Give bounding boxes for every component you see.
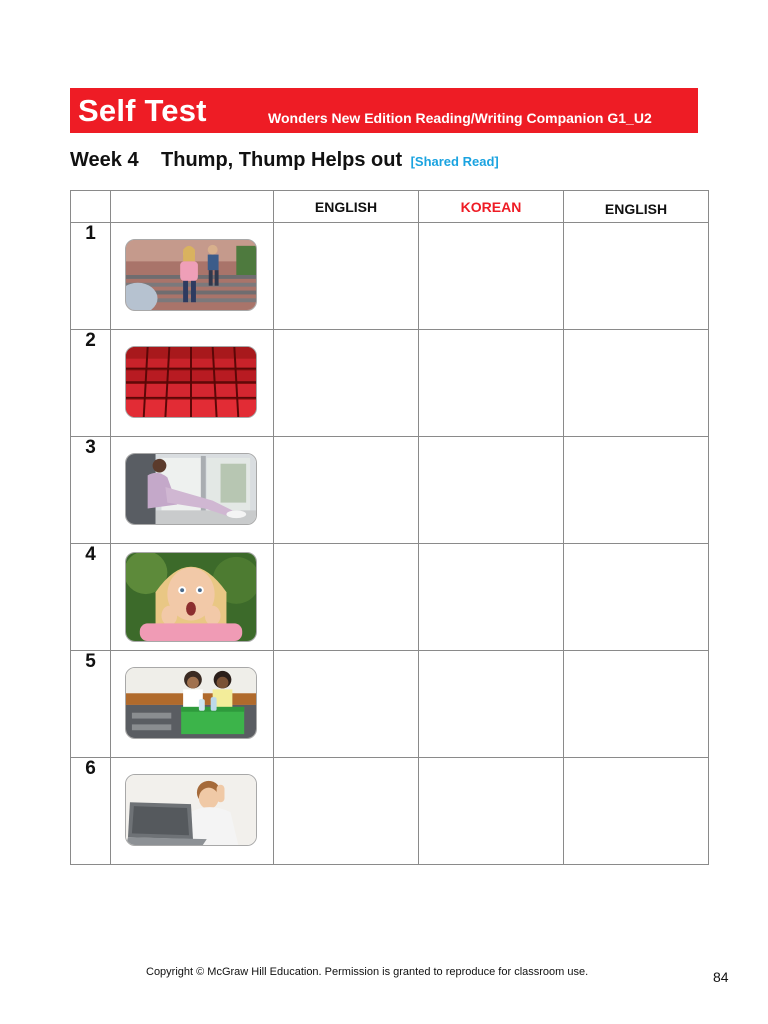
header-number <box>71 191 111 223</box>
boy-at-laptop-image <box>125 774 257 846</box>
table-row <box>71 758 709 865</box>
banner-subtitle: Wonders New Edition Reading/Writing Companion G1_U2 <box>268 110 652 126</box>
row-number: 4 <box>71 544 111 651</box>
girl-walking-to-school-image <box>125 239 257 311</box>
week-heading <box>70 149 499 172</box>
table-row <box>71 544 709 651</box>
header-english-2: ENGLISH <box>564 191 709 223</box>
table-row <box>71 651 709 758</box>
self-test-banner <box>70 88 698 133</box>
table-row <box>71 330 709 437</box>
table-row <box>71 223 709 330</box>
surprised-girl-image <box>125 552 257 642</box>
row-number: 3 <box>71 437 111 544</box>
table-header-row <box>71 191 709 223</box>
vocabulary-table <box>70 190 709 865</box>
row-number: 6 <box>71 758 111 865</box>
row-number: 2 <box>71 330 111 437</box>
header-korean: KOREAN <box>419 191 564 223</box>
row-number: 5 <box>71 651 111 758</box>
girl-sitting-by-window-image <box>125 453 257 525</box>
page-number: 84 <box>713 969 729 985</box>
story-title: Thump, Thump Helps out <box>161 149 403 171</box>
copyright-notice: Copyright © McGraw Hill Education. Permission is granted to reproduce for classroom use. <box>146 966 589 978</box>
table-row <box>71 437 709 544</box>
header-picture <box>111 191 274 223</box>
shared-read-tag: [Shared Read] <box>410 154 499 169</box>
row-number: 1 <box>71 223 111 330</box>
red-theater-seats-image <box>125 346 257 418</box>
header-english-1: ENGLISH <box>274 191 419 223</box>
kids-recycling-bottles-image <box>125 667 257 739</box>
banner-title: Self Test <box>78 92 207 128</box>
week-label: Week 4 <box>70 149 139 171</box>
